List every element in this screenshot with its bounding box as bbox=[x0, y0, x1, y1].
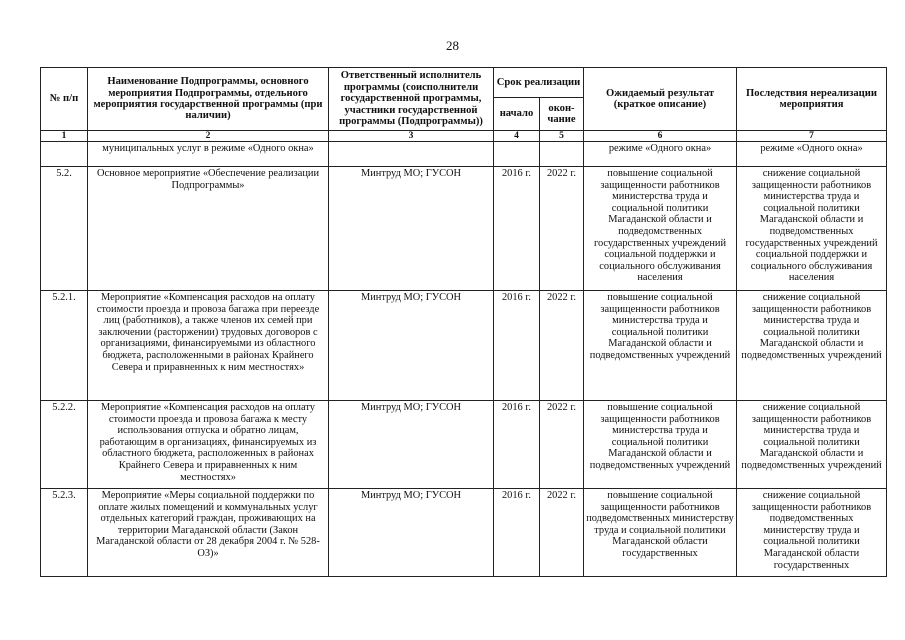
header-num: № п/п bbox=[41, 68, 88, 131]
row-num: 5.2.1. bbox=[41, 291, 88, 401]
table-row bbox=[41, 167, 887, 291]
row-result: режиме «Одного окна» bbox=[584, 142, 737, 167]
row-consequence: режиме «Одного окна» bbox=[737, 142, 887, 167]
row-name: Мероприятие «Меры социальной поддержки по оплате жилых помещений и коммунальных услуг отдельных категорий граждан, проживающих на территории Магаданской области (Закон Магаданской области от 28 декабря 2004 г. № 528-ОЗ)» bbox=[88, 489, 329, 577]
header-end: окон-чание bbox=[540, 98, 584, 131]
table-row bbox=[41, 401, 887, 489]
row-result: повышение социальной защищенности работников подведомственных министерству труда и социальной политики Магаданской области государственных bbox=[584, 489, 737, 577]
row-result: повышение социальной защищенности работников министерства труда и социальной политики Магаданской области и подведомственных учреждений bbox=[584, 401, 737, 489]
row-consequence: снижение социальной защищенности работников министерства труда и социальной политики Магаданской области и подведомственных учреждений bbox=[737, 401, 887, 489]
table-row bbox=[41, 291, 887, 401]
row-consequence: снижение социальной защищенности работников подведомственных министерству труда и социальной политики Магаданской области государственных bbox=[737, 489, 887, 577]
row-end: 2022 г. bbox=[540, 291, 584, 401]
col-number-6: 6 bbox=[584, 131, 737, 142]
row-num bbox=[41, 142, 88, 167]
row-name: Мероприятие «Компенсация расходов на оплату стоимости проезда и провоза багажа при переезде лиц (работников), а также членов их семей при заключении (расторжении) трудовых договоров с организациями, финансируемыми из областного бюджета, расположенными в районах Крайнего Севера и приравненных к ним местностях» bbox=[88, 291, 329, 401]
header-start: начало bbox=[494, 98, 540, 131]
col-number-7: 7 bbox=[737, 131, 887, 142]
header-result: Ожидаемый результат (краткое описание) bbox=[584, 68, 737, 131]
row-end: 2022 г. bbox=[540, 401, 584, 489]
row-executor: Минтруд МО; ГУСОН bbox=[329, 291, 494, 401]
row-result: повышение социальной защищенности работников министерства труда и социальной политики Магаданской области и подведомственных учреждений bbox=[584, 291, 737, 401]
table-row bbox=[41, 489, 887, 577]
row-name: муниципальных услуг в режиме «Одного окна» bbox=[88, 142, 329, 167]
col-number-3: 3 bbox=[329, 131, 494, 142]
col-number-5: 5 bbox=[540, 131, 584, 142]
col-number-4: 4 bbox=[494, 131, 540, 142]
row-num: 5.2. bbox=[41, 167, 88, 291]
row-consequence: снижение социальной защищенности работников министерства труда и социальной политики Магаданской области и подведомственных учреждений bbox=[737, 291, 887, 401]
row-start: 2016 г. bbox=[494, 489, 540, 577]
row-num: 5.2.2. bbox=[41, 401, 88, 489]
header-term: Срок реализации bbox=[494, 68, 584, 98]
row-executor bbox=[329, 142, 494, 167]
table-row bbox=[41, 142, 887, 167]
row-start: 2016 г. bbox=[494, 167, 540, 291]
row-start: 2016 г. bbox=[494, 291, 540, 401]
row-num: 5.2.3. bbox=[41, 489, 88, 577]
row-start: 2016 г. bbox=[494, 401, 540, 489]
col-number-2: 2 bbox=[88, 131, 329, 142]
row-executor: Минтруд МО; ГУСОН bbox=[329, 401, 494, 489]
row-result: повышение социальной защищенности работников министерства труда и социальной политики Магаданской области и подведомственных государственных учреждений социальной поддержки и социального обслуживания населения bbox=[584, 167, 737, 291]
header-consequence: Последствия нереализации мероприятия bbox=[737, 68, 887, 131]
row-consequence: снижение социальной защищенности работников министерства труда и социальной политики Магаданской области и подведомственных государственных учреждений социальной поддержки и социального обслуживания населения bbox=[737, 167, 887, 291]
row-end: 2022 г. bbox=[540, 167, 584, 291]
program-table bbox=[40, 67, 887, 577]
row-end: 2022 г. bbox=[540, 489, 584, 577]
row-name: Основное мероприятие «Обеспечение реализации Подпрограммы» bbox=[88, 167, 329, 291]
header-name: Наименование Подпрограммы, основного мероприятия Подпрограммы, отдельного мероприятия государственной программы (при наличии) bbox=[88, 68, 329, 131]
row-executor: Минтруд МО; ГУСОН bbox=[329, 489, 494, 577]
col-number-1: 1 bbox=[41, 131, 88, 142]
page-number: 28 bbox=[446, 38, 459, 53]
header-executor: Ответственный исполнитель программы (соисполнители государственной программы, участники государственной программы (Подпрограммы)) bbox=[329, 68, 494, 131]
row-end bbox=[540, 142, 584, 167]
row-executor: Минтруд МО; ГУСОН bbox=[329, 167, 494, 291]
row-name: Мероприятие «Компенсация расходов на оплату стоимости проезда и провоза багажа к месту использования отпуска и обратно лицам, работающим в организациях, финансируемых из областного бюджета, расположенных в районах Крайнего Севера и приравненных к ним местностях» bbox=[88, 401, 329, 489]
row-start bbox=[494, 142, 540, 167]
